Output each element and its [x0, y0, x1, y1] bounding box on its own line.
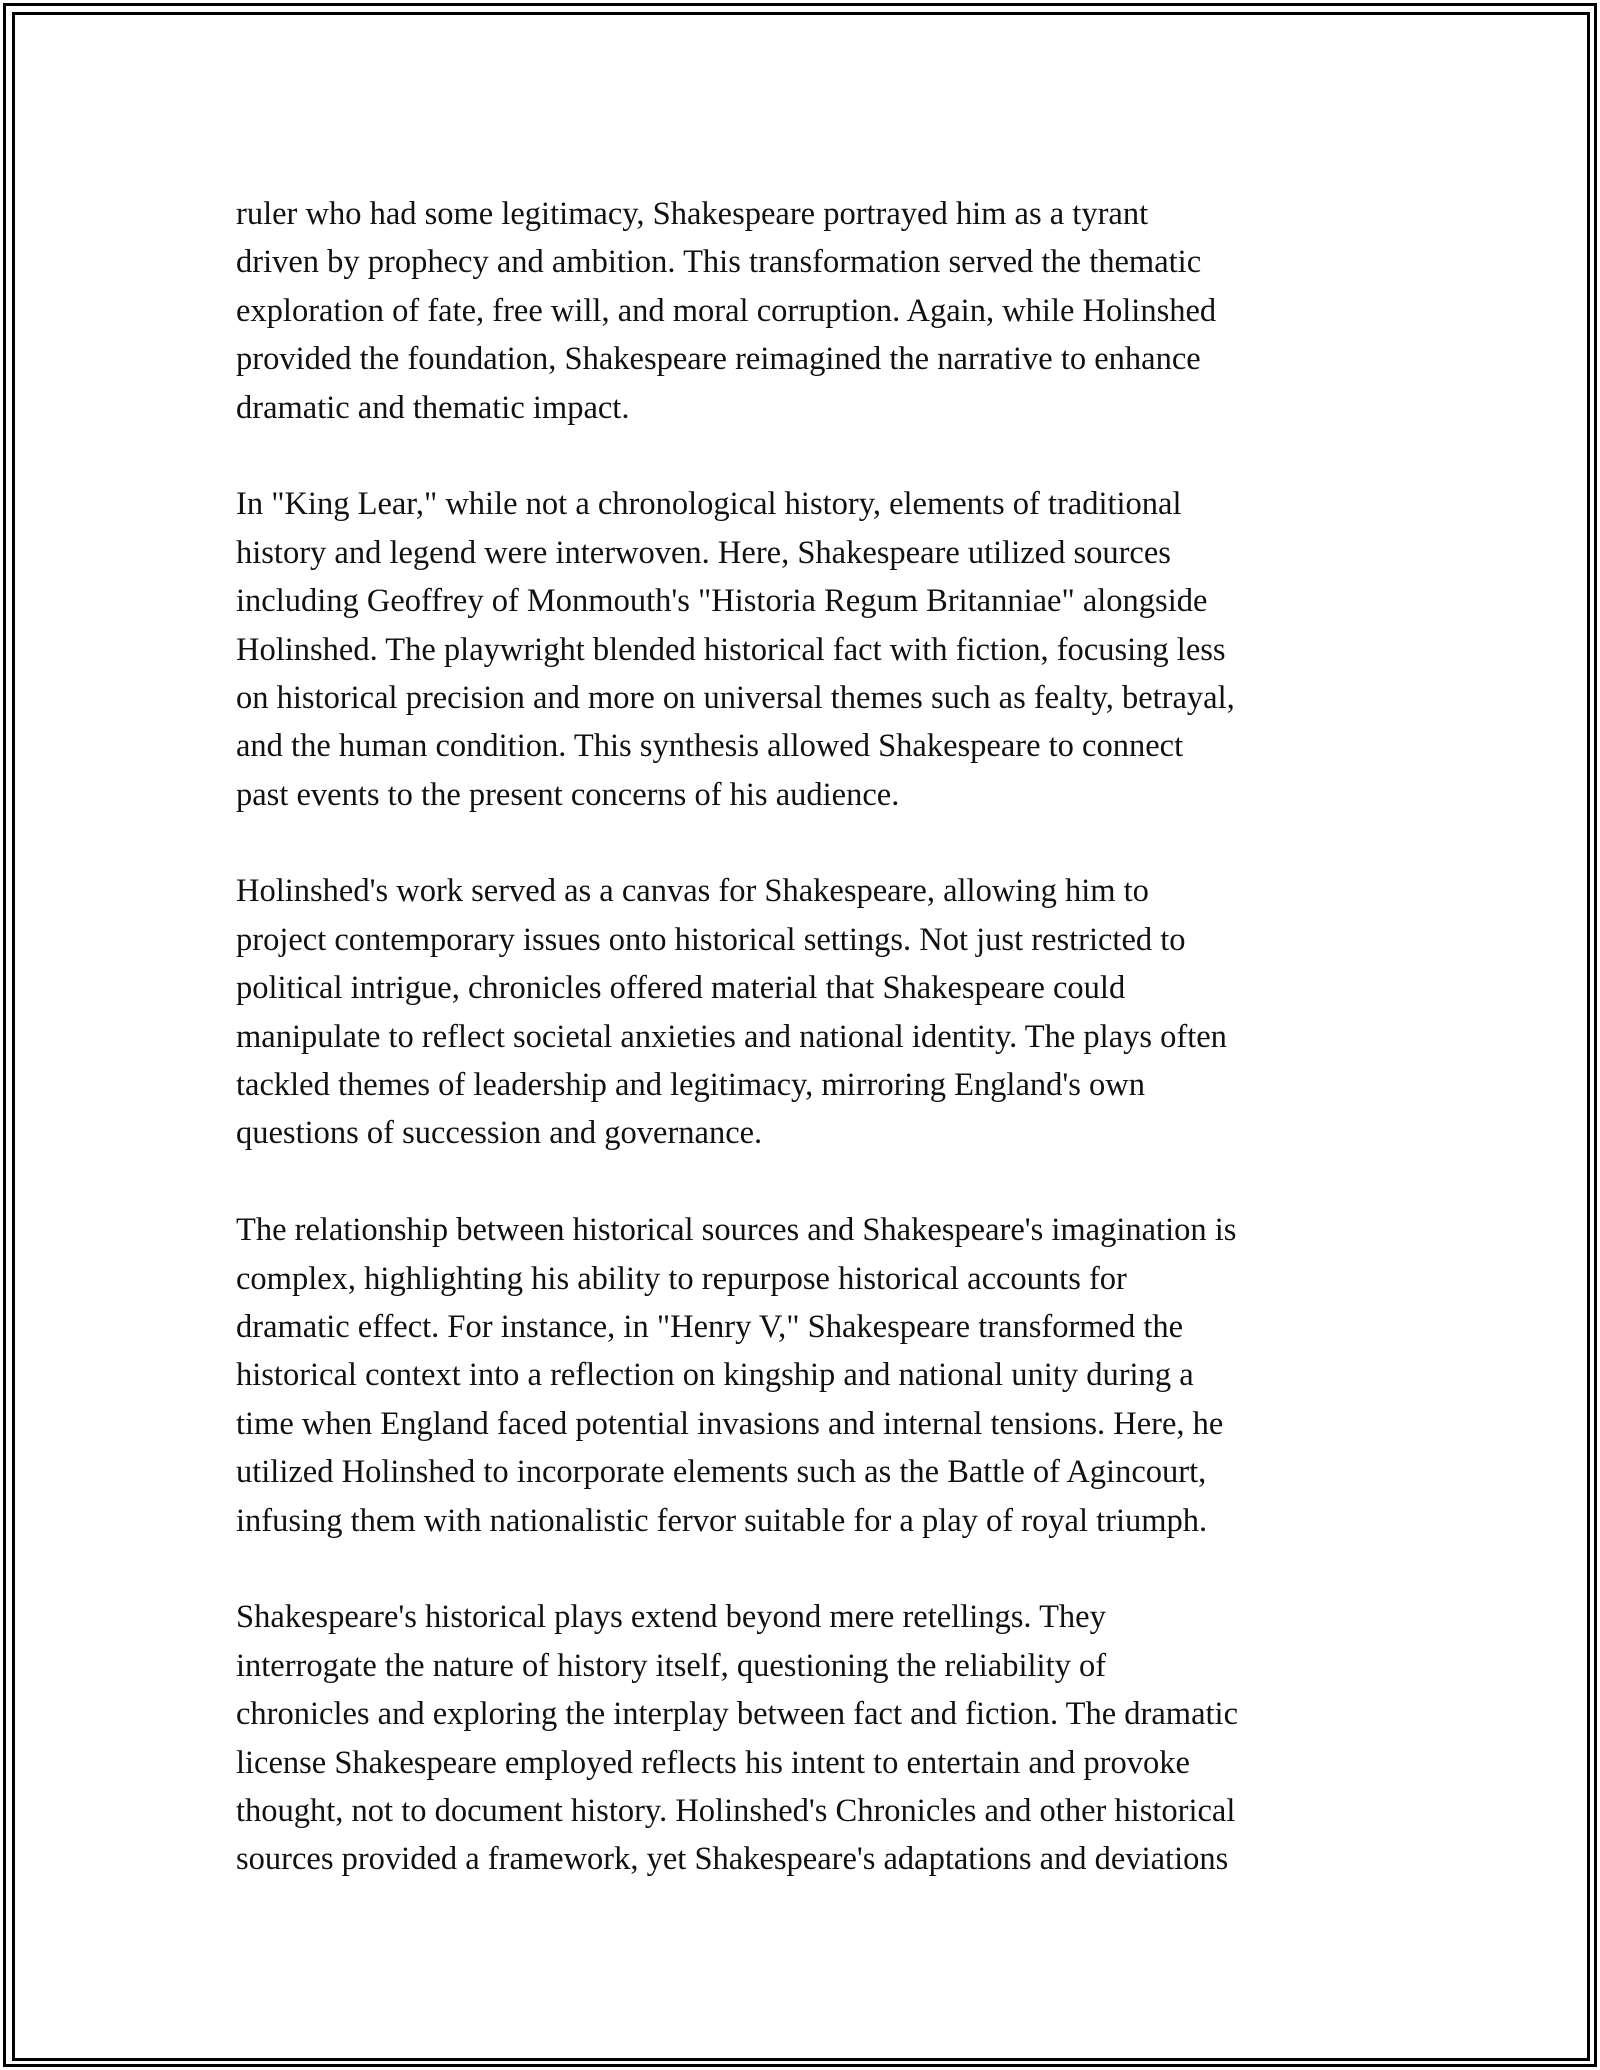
- text-line: on historical precision and more on universal themes such as fealty, betrayal,: [236, 679, 1235, 716]
- text-line: complex, highlighting his ability to repurpose historical accounts for: [236, 1260, 1127, 1297]
- text-line: thought, not to document history. Holinshed's Chronicles and other historical: [236, 1792, 1236, 1829]
- text-line: ruler who had some legitimacy, Shakespeare portrayed him as a tyrant: [236, 196, 1149, 232]
- paragraph-spacer: [236, 1545, 1386, 1593]
- text-line: In "King Lear," while not a chronological history, elements of traditional: [236, 486, 1182, 523]
- text-line: and the human condition. This synthesis allowed Shakespeare to connect: [236, 728, 1184, 765]
- paragraph-spacer: [236, 1158, 1386, 1206]
- text-line: Shakespeare's historical plays extend beyond mere retellings. They: [236, 1599, 1106, 1636]
- paragraph-spacer: [236, 819, 1386, 867]
- text-line: project contemporary issues onto historical settings. Not just restricted to: [236, 921, 1186, 958]
- paragraph-macbeth: [236, 190, 1386, 432]
- text-line: dramatic effect. For instance, in "Henry V," Shakespeare transformed the: [236, 1308, 1184, 1345]
- text-line: tackled themes of leadership and legitimacy, mirroring England's own: [236, 1067, 1145, 1104]
- text-line: dramatic and thematic impact.: [236, 389, 630, 426]
- text-line: provided the foundation, Shakespeare reimagined the narrative to enhance: [236, 341, 1201, 378]
- text-line: past events to the present concerns of his audience.: [236, 776, 900, 813]
- text-line: Holinshed. The playwright blended historical fact with fiction, focusing less: [236, 631, 1226, 668]
- text-line: utilized Holinshed to incorporate elements such as the Battle of Agincourt,: [236, 1454, 1207, 1491]
- text-line: exploration of fate, free will, and moral corruption. Again, while Holinshed: [236, 292, 1217, 329]
- text-line: infusing them with nationalistic fervor suitable for a play of royal triumph.: [236, 1502, 1208, 1539]
- text-line: manipulate to reflect societal anxieties and national identity. The plays often: [236, 1018, 1227, 1055]
- paragraph-spacer: [236, 432, 1386, 480]
- text-line: historical context into a reflection on kingship and national unity during a: [236, 1357, 1194, 1394]
- text-line: sources provided a framework, yet Shakespeare's adaptations and deviations: [236, 1841, 1229, 1878]
- text-line: questions of succession and governance.: [236, 1115, 763, 1152]
- paragraph-henry-v: [236, 1206, 1386, 1545]
- paragraph-beyond-retellings: [236, 1593, 1386, 1883]
- text-line: driven by prophecy and ambition. This transformation served the thematic: [236, 244, 1202, 281]
- text-line: The relationship between historical sources and Shakespeare's imagination is: [236, 1212, 1237, 1249]
- paragraph-king-lear: [236, 480, 1386, 819]
- paragraph-holinshed-canvas: [236, 867, 1386, 1157]
- text-line: time when England faced potential invasions and internal tensions. Here, he: [236, 1405, 1224, 1442]
- text-line: history and legend were interwoven. Here, Shakespeare utilized sources: [236, 534, 1171, 571]
- text-line: chronicles and exploring the interplay between fact and fiction. The dramatic: [236, 1696, 1238, 1733]
- text-line: political intrigue, chronicles offered material that Shakespeare could: [236, 970, 1126, 1007]
- document-body: [236, 190, 1386, 1884]
- text-line: interrogate the nature of history itself, questioning the reliability of: [236, 1647, 1107, 1684]
- text-line: Holinshed's work served as a canvas for Shakespeare, allowing him to: [236, 873, 1149, 910]
- text-line: license Shakespeare employed reflects his intent to entertain and provoke: [236, 1744, 1190, 1781]
- text-line: including Geoffrey of Monmouth's "Historia Regum Britanniae" alongside: [236, 583, 1208, 620]
